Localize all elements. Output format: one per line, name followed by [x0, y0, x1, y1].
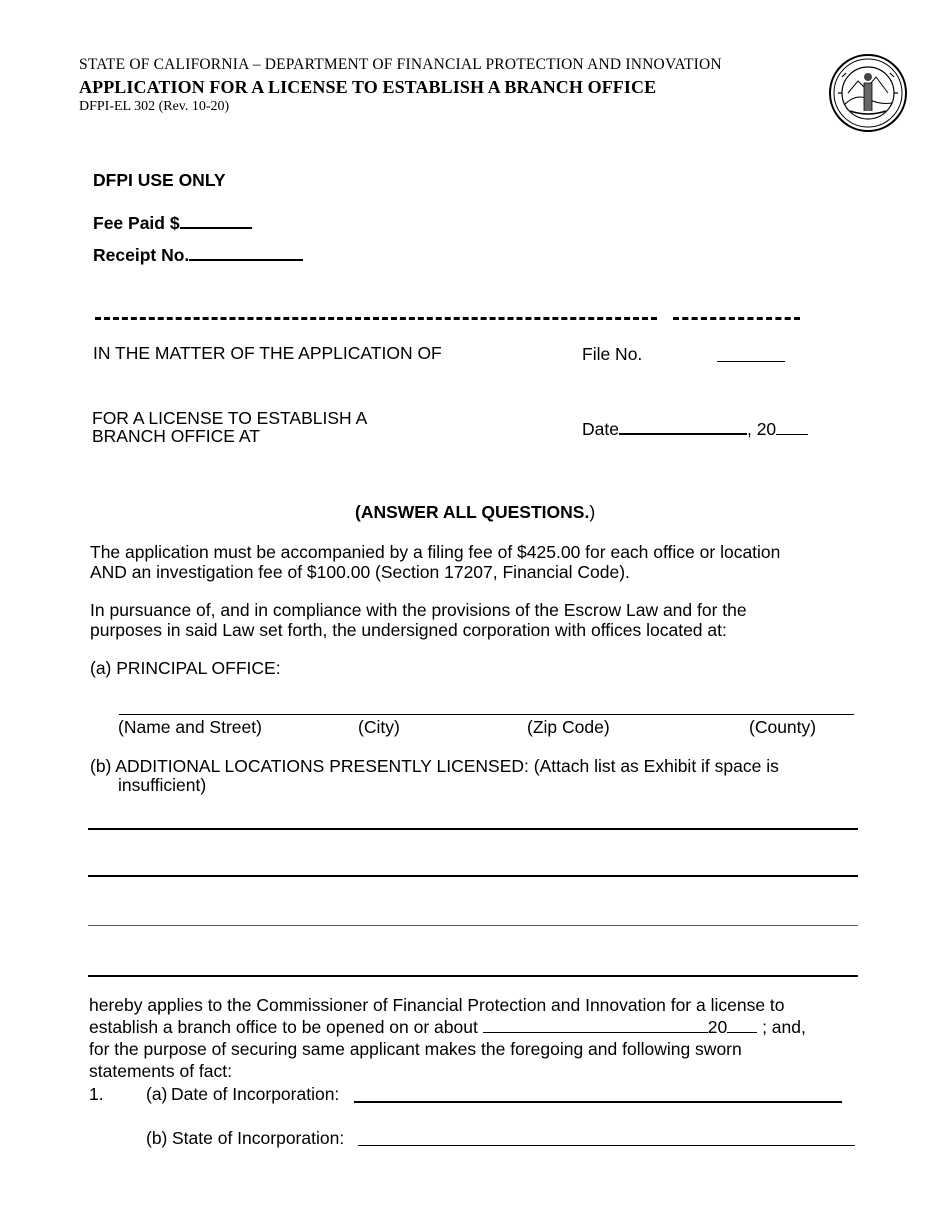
- opening-date-prefix: establish a branch office to be opened on or about: [89, 1017, 478, 1037]
- date-row: [582, 419, 808, 439]
- question-1a-text: Date of Incorporation:: [171, 1084, 340, 1104]
- receipt-row: [93, 245, 303, 265]
- fee-paragraph-line-1: The application must be accompanied by a filing fee of $425.00 for each office or location: [90, 542, 781, 562]
- question-1b-text: State of Incorporation:: [172, 1128, 345, 1148]
- form-number: DFPI-EL 302 (Rev. 10-20): [79, 99, 230, 114]
- opening-date-suffix: ; and,: [757, 1017, 806, 1037]
- additional-locations-label-1: (b) ADDITIONAL LOCATIONS PRESENTLY LICENSED: (Attach list as Exhibit if space is: [90, 756, 779, 776]
- col-zip: (Zip Code): [527, 717, 610, 737]
- date-field[interactable]: [619, 419, 747, 435]
- application-line-1: hereby applies to the Commissioner of Financial Protection and Innovation for a license to: [89, 995, 785, 1015]
- col-city: (City): [358, 717, 400, 737]
- license-line-1: FOR A LICENSE TO ESTABLISH A: [92, 408, 368, 428]
- date-label: Date: [582, 419, 619, 439]
- license-line-2: BRANCH OFFICE AT: [92, 426, 260, 446]
- opening-year-prefix: 20: [707, 1017, 728, 1037]
- additional-location-line[interactable]: [88, 855, 858, 877]
- additional-locations-label-2: insufficient): [118, 775, 207, 795]
- question-1a-label: (a): [146, 1084, 168, 1104]
- file-no-label: File No.: [582, 344, 643, 364]
- answer-all-text: (ANSWER ALL QUESTIONS.: [355, 502, 590, 522]
- matter-line: IN THE MATTER OF THE APPLICATION OF: [93, 343, 442, 363]
- pursuance-line-2: purposes in said Law set forth, the undersigned corporation with offices located at:: [90, 620, 727, 640]
- fee-paragraph-line-2: AND an investigation fee of $100.00 (Section 17207, Financial Code).: [90, 562, 630, 582]
- principal-office-field[interactable]: [119, 694, 854, 715]
- additional-location-line[interactable]: [88, 808, 858, 830]
- file-no-field[interactable]: [717, 347, 785, 362]
- divider-dashed-left: [95, 317, 657, 320]
- agency-name: STATE OF CALIFORNIA – DEPARTMENT OF FINANCIAL PROTECTION AND INNOVATION: [79, 56, 722, 73]
- application-line-4: statements of fact:: [89, 1061, 232, 1081]
- additional-location-line[interactable]: [88, 905, 858, 926]
- pursuance-line-1: In pursuance of, and in compliance with the provisions of the Escrow Law and for the: [90, 600, 747, 620]
- application-line-2: [89, 1017, 806, 1037]
- additional-location-line[interactable]: [88, 955, 858, 977]
- incorporation-date-field[interactable]: [354, 1082, 842, 1103]
- col-name-street: (Name and Street): [118, 717, 262, 737]
- question-1b-label: (b): [146, 1128, 168, 1148]
- year-prefix: , 20: [746, 419, 777, 439]
- fee-paid-row: [93, 213, 252, 233]
- principal-office-label: (a) PRINCIPAL OFFICE:: [90, 658, 281, 678]
- col-county: (County): [749, 717, 817, 737]
- divider-dashed-right: [673, 317, 800, 320]
- opening-year-field[interactable]: [727, 1018, 757, 1033]
- receipt-label: Receipt No.: [93, 245, 190, 265]
- office-use-heading: DFPI USE ONLY: [93, 170, 226, 190]
- receipt-field[interactable]: [189, 245, 303, 261]
- opening-date-field[interactable]: [483, 1018, 708, 1033]
- question-1-number: 1.: [89, 1084, 104, 1104]
- incorporation-state-field[interactable]: [358, 1126, 855, 1146]
- form-title: APPLICATION FOR A LICENSE TO ESTABLISH A BRANCH OFFICE: [79, 77, 657, 97]
- fee-paid-label: Fee Paid $: [93, 213, 180, 233]
- year-field[interactable]: [776, 420, 808, 435]
- answer-all-heading: [355, 502, 595, 522]
- fee-paid-field[interactable]: [180, 213, 252, 229]
- state-seal-icon: [828, 53, 908, 133]
- application-line-3: for the purpose of securing same applicant makes the foregoing and following sworn: [89, 1039, 742, 1059]
- answer-all-close: ): [589, 502, 596, 522]
